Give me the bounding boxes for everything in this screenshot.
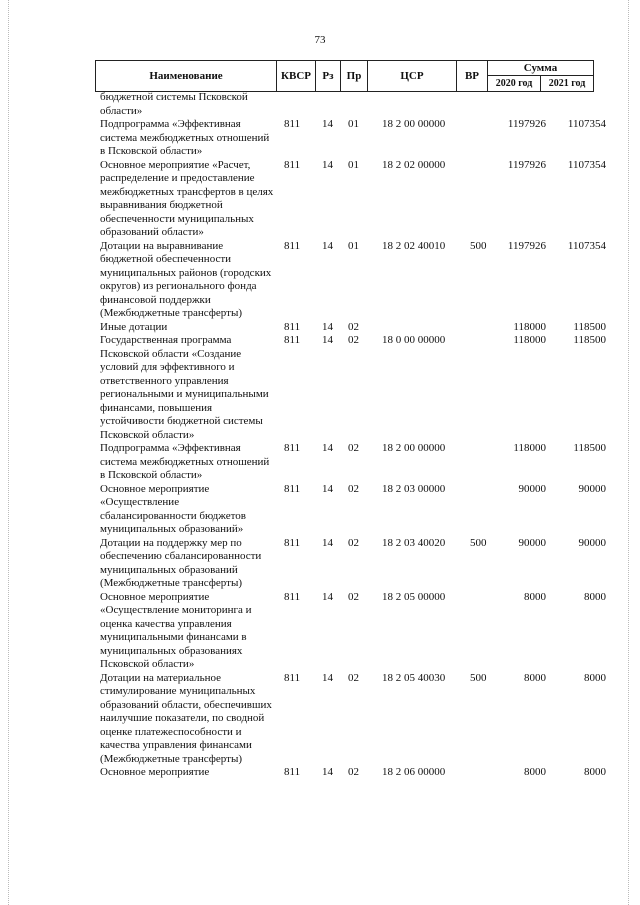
row-kvsr: 811 [284,442,301,454]
header-name: Наименование [96,61,277,92]
row-pr: 02 [348,671,359,684]
row-name: бюджетной системы Псковской области» [100,91,248,117]
row-sum-2020: 90000 [518,482,546,495]
row-kvsr: 811 [284,482,301,495]
row-sum-2020: 118000 [513,334,546,346]
row-name: Основное мероприятие «Осуществление мониторинга и оценка качества управления муниципальными финансами в муниципальных образованиях Псковской области» [100,590,252,670]
row-sum-2020: 8000 [524,590,546,603]
table-header [95,60,594,92]
row-pr: 01 [348,239,359,252]
row-name: Дотации на материальное стимулирование муниципальных образований области, обеспечивших наилучшие показатели, по сводной оценке платежеспособности и качества управления финансами (Межбюджетные трансферты) [100,671,272,765]
row-rz: 14 [322,536,333,549]
row-pr: 02 [348,590,359,603]
row-rz: 14 [322,442,333,454]
row-sum-2021: 8000 [584,590,606,603]
row-vr: 500 [470,536,487,549]
table-row [100,442,620,483]
row-csr: 18 2 05 00000 [382,590,446,603]
row-rz: 14 [322,158,333,171]
header-pr: Пр [341,61,368,92]
row-sum-2021: 8000 [584,766,606,778]
header-rz: Рз [316,61,341,92]
header-year-2020: 2020 год [488,75,541,91]
row-csr: 18 2 03 00000 [382,482,446,495]
row-kvsr: 811 [284,158,301,171]
table-row [100,483,620,537]
header-csr: ЦСР [368,61,457,92]
row-sum-2020: 1197926 [507,239,546,252]
header-year-2021: 2021 год [541,75,594,91]
row-csr: 18 2 00 00000 [382,442,446,454]
table-row [100,537,620,591]
row-pr: 02 [348,482,359,495]
row-name: Основное мероприятие «Расчет, распределение и предоставление межбюджетных трансфертов в целях выравнивания бюджетной обеспеченности муниципальных образований области» [100,158,274,238]
row-sum-2021: 1107354 [567,118,606,130]
row-rz: 14 [322,320,333,333]
row-pr: 02 [348,334,359,346]
row-rz: 14 [322,671,333,684]
row-sum-2021: 118500 [573,320,606,333]
row-sum-2020: 8000 [524,766,546,778]
row-rz: 14 [322,239,333,252]
row-name: Подпрограмма «Эффективная система межбюджетных отношений в Псковской области» [100,442,270,481]
row-csr: 18 2 05 40030 [382,671,446,684]
row-sum-2020: 118000 [513,320,546,333]
row-kvsr: 811 [284,320,301,333]
row-vr: 500 [470,671,487,684]
row-sum-2020: 8000 [524,671,546,684]
row-rz: 14 [322,118,333,130]
row-csr: 18 0 00 00000 [382,334,446,346]
table-row [100,334,620,442]
row-kvsr: 811 [284,536,301,549]
row-name: Дотации на выравнивание бюджетной обеспеченности муниципальных районов (городских округов) из регионального фонда финансовой поддержки (Межбюджетные трансферты) [100,239,272,319]
table-row [100,766,620,780]
row-kvsr: 811 [284,118,301,130]
row-kvsr: 811 [284,334,301,346]
table-row [100,159,620,240]
table-row [100,672,620,767]
page-number: 73 [314,34,326,46]
table-row [100,91,620,118]
row-sum-2021: 1107354 [567,158,606,171]
row-name: Государственная программа Псковской области «Создание условий для эффективного и ответственного управления региональными и муниципальными финансами, повышения устойчивости бюджетной системы Псковской области» [100,334,269,441]
row-pr: 02 [348,536,359,549]
row-sum-2021: 118500 [573,334,606,346]
table-row [100,240,620,321]
row-name: Основное мероприятие [100,766,210,778]
row-sum-2021: 8000 [584,671,606,684]
row-name: Иные дотации [100,320,168,333]
row-name: Дотации на поддержку мер по обеспечению сбалансированности муниципальных образований (Межбюджетные трансферты) [100,536,262,589]
row-vr: 500 [470,239,487,252]
row-csr: 18 2 00 00000 [382,118,446,130]
table-row [100,118,620,159]
row-csr: 18 2 02 40010 [382,239,446,252]
row-pr: 02 [348,766,359,778]
row-pr: 01 [348,158,359,171]
table-row [100,591,620,672]
row-sum-2021: 90000 [578,536,606,549]
row-rz: 14 [322,590,333,603]
row-kvsr: 811 [284,239,301,252]
row-sum-2021: 90000 [578,482,606,495]
row-sum-2020: 1197926 [507,158,546,171]
row-rz: 14 [322,482,333,495]
header-kvsr: КВСР [277,61,316,92]
row-sum-2020: 90000 [518,536,546,549]
row-rz: 14 [322,766,333,778]
row-kvsr: 811 [284,671,301,684]
table-body [100,91,620,780]
row-sum-2021: 1107354 [567,239,606,252]
row-csr: 18 2 06 00000 [382,766,446,778]
row-sum-2020: 1197926 [507,118,546,130]
row-pr: 01 [348,118,359,130]
row-kvsr: 811 [284,766,301,778]
row-csr: 18 2 02 00000 [382,158,446,171]
header-vr: ВР [457,61,488,92]
row-sum-2021: 118500 [573,442,606,454]
row-sum-2020: 118000 [513,442,546,454]
table-row [100,321,620,335]
row-rz: 14 [322,334,333,346]
right-margin-rule [628,0,630,905]
row-name: Основное мероприятие «Осуществление сбалансированности бюджетов муниципальных образований» [100,482,246,535]
row-pr: 02 [348,320,359,333]
left-margin-rule [8,0,10,905]
header-sum: Сумма [488,61,594,76]
row-name: Подпрограмма «Эффективная система межбюджетных отношений в Псковской области» [100,118,270,157]
row-kvsr: 811 [284,590,301,603]
row-pr: 02 [348,442,359,454]
row-csr: 18 2 03 40020 [382,536,446,549]
